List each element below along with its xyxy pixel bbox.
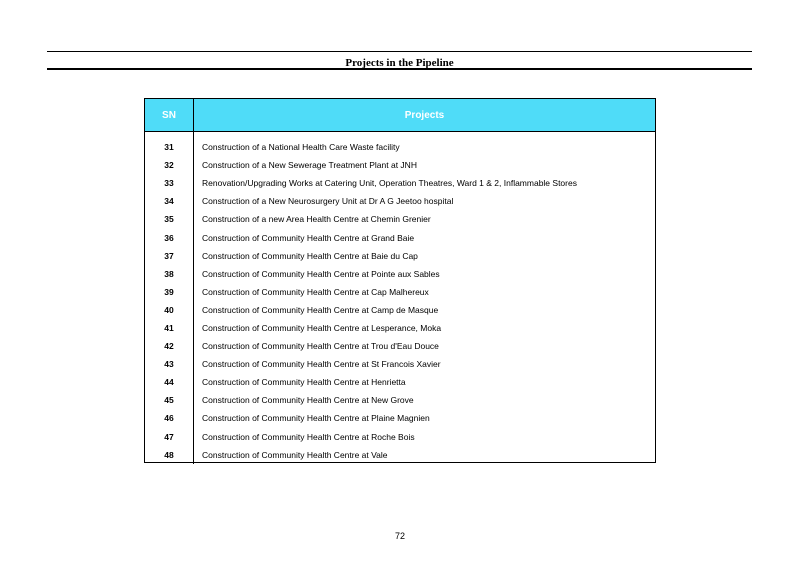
row-project-cell: Construction of Community Health Centre at Cap Malhereux [202, 286, 429, 297]
row-project-cell: Construction of Community Health Centre at Baie du Cap [202, 250, 418, 261]
table-row [145, 283, 655, 301]
table-row [145, 174, 655, 192]
row-project-cell: Construction of Community Health Centre at Trou d'Eau Douce [202, 341, 439, 352]
row-sn-cell: 39 [145, 283, 194, 301]
row-project-cell: Renovation/Upgrading Works at Catering Unit, Operation Theatres, Ward 1 & 2, Inflammable Stores [202, 178, 577, 189]
row-sn-cell: 38 [145, 265, 194, 283]
row-project-cell: Construction of Community Health Centre at St Francois Xavier [202, 359, 441, 370]
row-sn-cell: 37 [145, 247, 194, 265]
row-project-cell: Construction of a National Health Care Waste facility [202, 142, 400, 153]
row-sn-cell: 33 [145, 174, 194, 192]
row-project-cell: Construction of Community Health Centre at Lesperance, Moka [202, 322, 442, 333]
row-sn-cell: 42 [145, 337, 194, 355]
table-row [145, 132, 655, 157]
page-title: Projects in the Pipeline [345, 57, 454, 69]
table-row [145, 192, 655, 210]
table-body [145, 132, 655, 464]
row-sn-cell: 36 [145, 228, 194, 246]
row-project-cell: Construction of a New Neurosurgery Unit at Dr A G Jeetoo hospital [202, 196, 454, 207]
table-row [145, 265, 655, 283]
row-project-cell: Construction of Community Health Centre at New Grove [202, 395, 414, 406]
row-project-cell: Construction of Community Health Centre at Vale [202, 449, 388, 460]
table-row [145, 409, 655, 427]
table-row [145, 355, 655, 373]
table-row [145, 391, 655, 409]
row-project-cell: Construction of Community Health Centre at Henrietta [202, 377, 406, 388]
row-sn-cell: 32 [145, 156, 194, 174]
table-row [145, 373, 655, 391]
table-row [145, 337, 655, 355]
table-row [145, 210, 655, 228]
row-sn-cell: 43 [145, 355, 194, 373]
row-sn-cell: 46 [145, 409, 194, 427]
row-sn-cell: 47 [145, 428, 194, 446]
row-project-cell: Construction of Community Health Centre at Camp de Masque [202, 304, 439, 315]
row-sn-cell: 48 [145, 446, 194, 464]
header-rule-bottom [47, 68, 752, 70]
row-sn-cell: 35 [145, 210, 194, 228]
page-number: 72 [394, 531, 405, 541]
table-row [145, 428, 655, 446]
table-row [145, 228, 655, 246]
row-project-cell: Construction of Community Health Centre at Plaine Magnien [202, 413, 430, 424]
row-sn-cell: 41 [145, 319, 194, 337]
header-rule-top [47, 51, 752, 52]
row-project-cell: Construction of a new Area Health Centre at Chemin Grenier [202, 214, 431, 225]
table-row [145, 301, 655, 319]
table-row [145, 446, 655, 464]
table-row [145, 319, 655, 337]
row-sn-cell: 31 [145, 132, 194, 157]
column-header-projects: Projects [194, 99, 656, 132]
row-sn-cell: 34 [145, 192, 194, 210]
row-sn-cell: 44 [145, 373, 194, 391]
table-row [145, 247, 655, 265]
row-sn-cell: 40 [145, 301, 194, 319]
column-header-sn: SN [145, 99, 194, 132]
row-project-cell: Construction of Community Health Centre at Pointe aux Sables [202, 268, 440, 279]
table-row [145, 156, 655, 174]
projects-table [145, 99, 655, 464]
row-project-cell: Construction of Community Health Centre at Roche Bois [202, 431, 415, 442]
row-project-cell: Construction of Community Health Centre at Grand Baie [202, 232, 415, 243]
table-header-row [145, 99, 655, 132]
row-sn-cell: 45 [145, 391, 194, 409]
row-project-cell: Construction of a New Sewerage Treatment Plant at JNH [202, 160, 417, 171]
projects-table-container [144, 98, 656, 463]
